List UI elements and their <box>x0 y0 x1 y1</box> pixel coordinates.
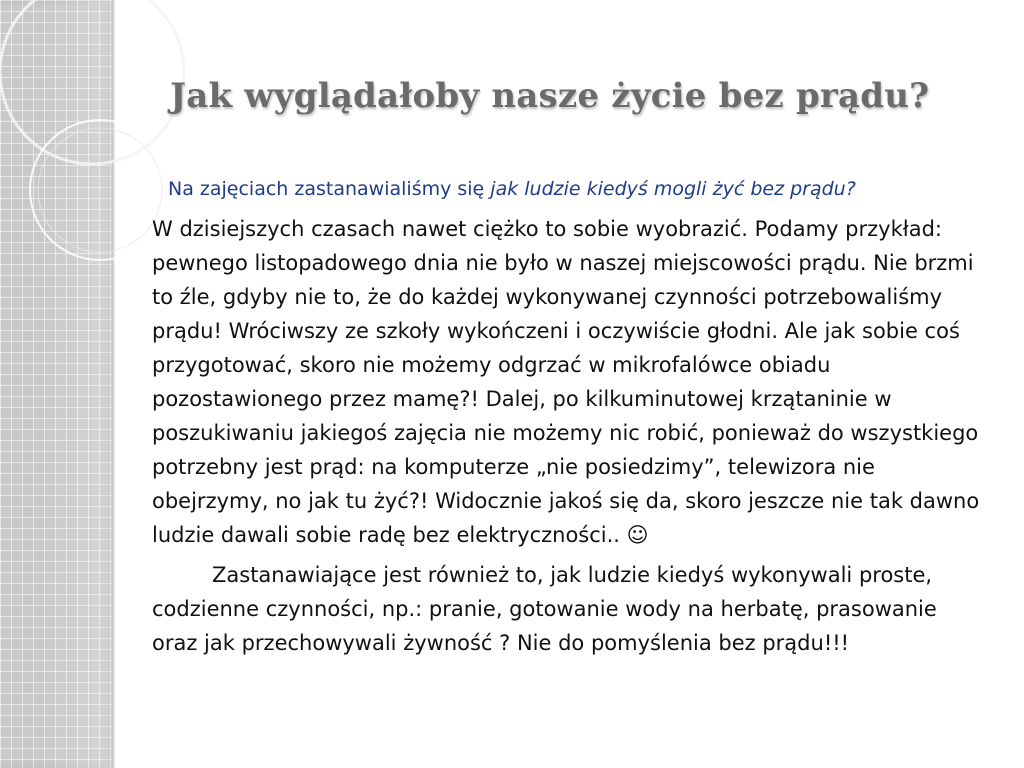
slide-subtitle <box>168 178 988 200</box>
slide-body <box>152 212 982 660</box>
decor-circle-large <box>0 0 184 164</box>
slide-title: Jak wyglądałoby nasze życie bez prądu? <box>170 76 930 116</box>
decor-circle-small <box>30 120 170 260</box>
body-paragraph-1: W dzisiejszych czasach nawet ciężko to sobie wyobrazić. Podamy przykład: pewnego listopadowego dnia nie było w naszej miejscowości prądu. Nie brzmi to źle, gdyby nie to, że do każdej wykonywanej czynności potrzebowaliśmy prądu! Wróciwszy ze szkoły wykończeni i oczywiście głodni. Ale jak sobie coś przygotować, skoro nie możemy odgrzać w mikrofalówce obiadu pozostawionego przez mamę?! Dalej, po kilkuminutowej krzątaninie w poszukiwaniu jakiegoś zajęcia nie możemy nic robić, ponieważ do wszystkiego potrzebny jest prąd: na komputerze „nie posiedzimy”, telewizora nie obejrzymy, no jak tu żyć?! Widocznie jakoś się da, skoro jeszcze nie tak dawno ludzie dawali sobie radę bez elektryczności.. ☺ <box>152 217 980 547</box>
subtitle-plain-text: Na zajęciach zastanawialiśmy się <box>168 178 491 200</box>
subtitle-italic-text: jak ludzie kiedyś mogli żyć bez prądu? <box>490 178 856 200</box>
body-paragraph-2: Zastanawiające jest również to, jak ludzie kiedyś wykonywali proste, codzienne czynności, np.: pranie, gotowanie wody na herbatę, prasowanie oraz jak przechowywali żywność ? Nie do pomyślenia bez prądu!!! <box>152 563 937 655</box>
